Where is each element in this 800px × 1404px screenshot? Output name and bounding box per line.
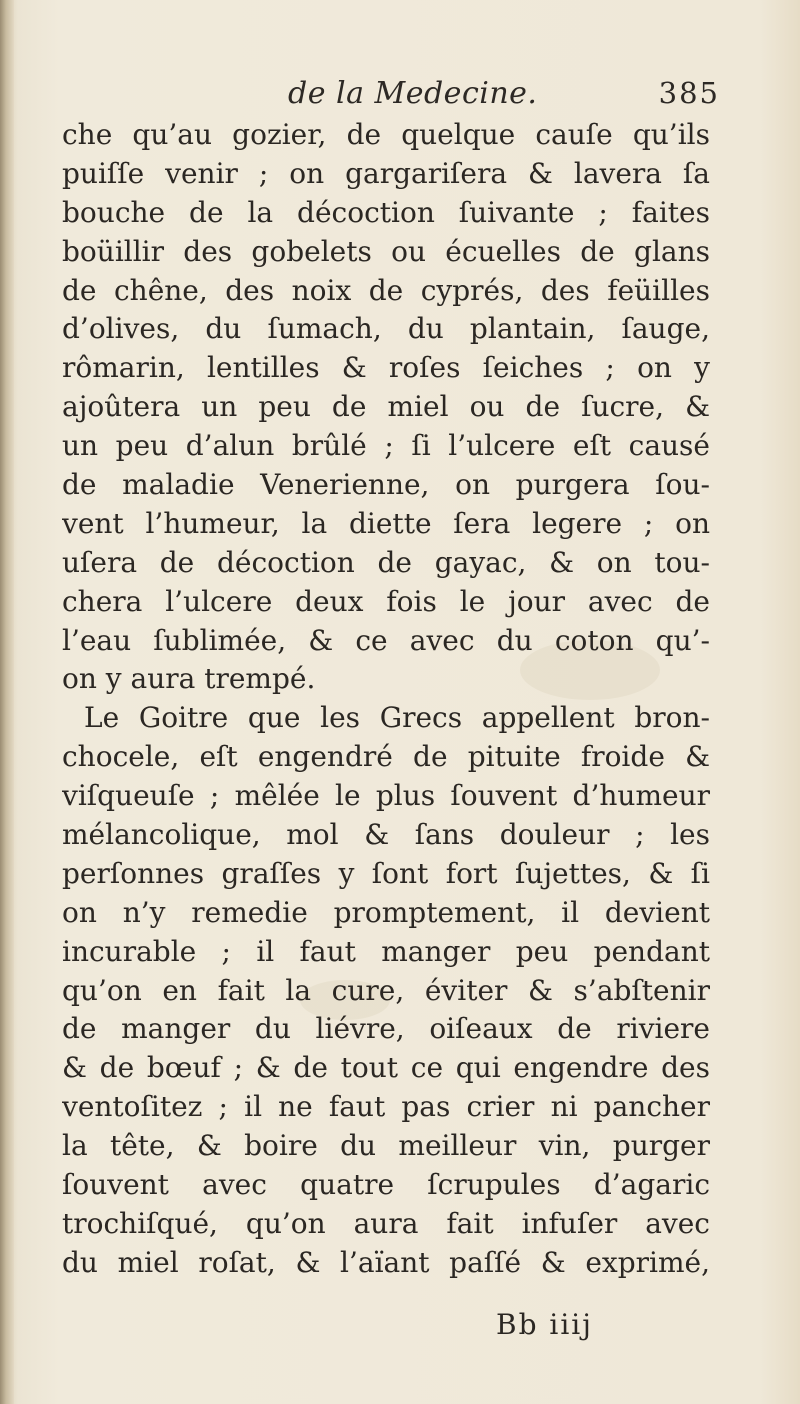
- text-line: incurable ; il faut manger peu pendant: [62, 934, 710, 968]
- text-line: la tête, & boire du meilleur vin, purger: [62, 1129, 710, 1163]
- text-line: uſera de décoction de gayac, & on tou-: [62, 545, 710, 579]
- text-line: rômarin, lentilles & roſes ſeiches ; on y: [62, 351, 710, 385]
- text-line: puiſſe venir ; on gargariſera & lavera ſa: [62, 156, 710, 190]
- text-line: perſonnes graſſes y ſont fort ſujettes, & ſi: [62, 856, 710, 890]
- body-text: [62, 116, 710, 1283]
- text-line: un peu d’alun brûlé ; ſi l’ulcere eſt causé: [62, 429, 710, 463]
- text-line: l’eau ſublimée, & ce avec du coton qu’-: [62, 623, 710, 657]
- text-line: ajoûtera un peu de miel ou de ſucre, &: [62, 390, 710, 424]
- text-line: ventoſitez ; il ne faut pas crier ni pancher: [62, 1090, 710, 1124]
- text-line: de maladie Venerienne, on purgera ſou-: [62, 468, 710, 502]
- running-head: [60, 76, 720, 116]
- running-title: de la Medecine.: [288, 76, 538, 111]
- text-line: mélancolique, mol & ſans douleur ; les: [62, 818, 710, 852]
- text-line: qu’on en fait la cure, éviter & s’abſtenir: [62, 973, 710, 1007]
- text-line: viſqueuſe ; mêlée le plus ſouvent d’humeur: [62, 779, 710, 813]
- text-line-paragraph-start: Le Goitre que les Grecs appellent bron-: [84, 701, 710, 735]
- text-line: vent l’humeur, la diette ſera legere ; on: [62, 506, 710, 540]
- text-line: trochiſqué, qu’on aura fait infuſer avec: [62, 1206, 710, 1240]
- signature-mark: Bb iiij: [496, 1308, 593, 1341]
- page-number: 385: [658, 76, 720, 110]
- text-line: on n’y remedie promptement, il devient: [62, 895, 710, 929]
- text-line: de chêne, des noix de cyprés, des feüilles: [62, 273, 710, 307]
- text-line: bouche de la décoction ſuivante ; faites: [62, 195, 710, 229]
- text-line: chocele, eſt engendré de pituite froide &: [62, 740, 710, 774]
- text-line: du miel roſat, & l’aïant paſſé & exprimé,: [62, 1245, 710, 1279]
- text-line-paragraph-end: on y aura trempé.: [62, 662, 316, 696]
- text-line: boüillir des gobelets ou écuelles de glans: [62, 234, 710, 268]
- text-line: chera l’ulcere deux fois le jour avec de: [62, 584, 710, 618]
- text-line: d’olives, du ſumach, du plantain, ſauge,: [62, 312, 710, 346]
- page-gutter-edge: [0, 0, 14, 1404]
- text-line: de manger du liévre, oiſeaux de riviere: [62, 1012, 710, 1046]
- text-line: ſouvent avec quatre ſcrupules d’agaric: [62, 1168, 710, 1202]
- text-line: che qu’au gozier, de quelque cauſe qu’ils: [62, 118, 710, 151]
- text-line: & de bœuf ; & de tout ce qui engendre des: [62, 1051, 710, 1085]
